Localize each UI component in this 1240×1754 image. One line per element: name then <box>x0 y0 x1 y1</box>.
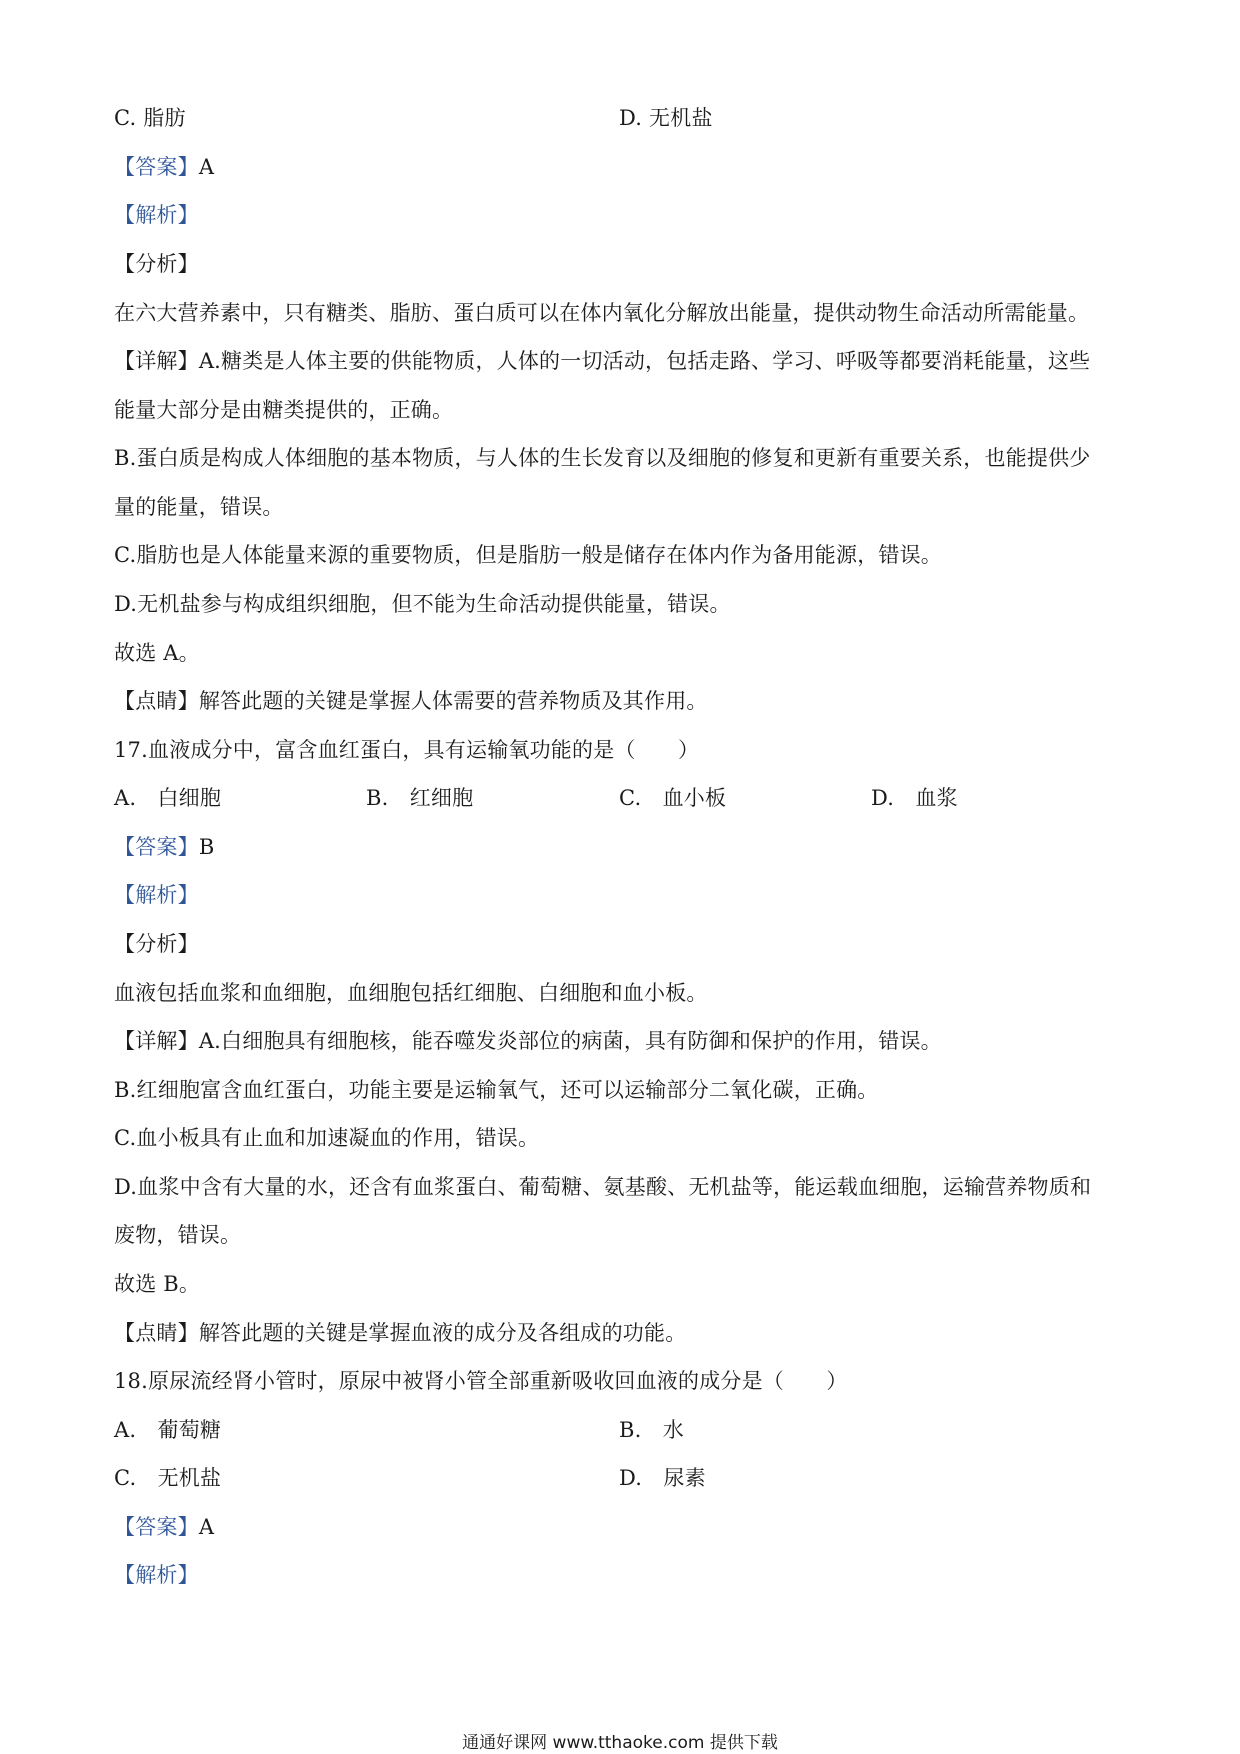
q16-option-c: C. 脂肪 <box>114 106 186 130</box>
q18-option-b: B. 水 <box>619 1418 684 1442</box>
q16-answer <box>114 150 1124 184</box>
q16-d-line: D.无机盐参与构成组织细胞，但不能为生命活动提供能量，错误。 <box>114 592 731 616</box>
q17-answer <box>114 830 1124 864</box>
page-footer: 通通好课网 www.tthaoke.com 提供下载 <box>462 1733 778 1753</box>
q16-conclusion: 故选 A。 <box>114 641 200 665</box>
q17-option-a: A. 白细胞 <box>114 786 222 810</box>
q16-jiexi <box>114 198 1124 232</box>
q18-option-c: C. 无机盐 <box>114 1466 222 1490</box>
q16-options-row <box>114 101 1124 135</box>
q17-jiexi <box>114 878 1124 912</box>
q17-fenxi-text: 血液包括血浆和血细胞，血细胞包括红细胞、白细胞和血小板。 <box>114 981 708 1005</box>
q17-xiangjie-a <box>114 1024 1124 1058</box>
q17-question: 17.血液成分中，富含血红蛋白，具有运输氧功能的是（ ） <box>114 738 700 762</box>
q17-option-c: C. 血小板 <box>619 786 727 810</box>
fenxi-tag: 【分析】 <box>114 252 199 276</box>
dianjing-tag: 【点睛】 <box>114 689 199 713</box>
q17-option-d: D. 血浆 <box>871 786 958 810</box>
xiangjie-tag: 【详解】 <box>114 1029 199 1053</box>
dianjing-text: 解答此题的关键是掌握人体需要的营养物质及其作用。 <box>198 689 708 713</box>
q16-xiangjie-line1 <box>114 344 1124 378</box>
answer-value: A <box>198 155 215 179</box>
q18-answer <box>114 1510 1124 1544</box>
analysis-tag: 【解析】 <box>114 883 199 907</box>
q17-d-line2: 废物，错误。 <box>114 1223 242 1247</box>
fenxi-tag: 【分析】 <box>114 932 199 956</box>
answer-tag: 【答案】 <box>114 155 199 179</box>
answer-tag: 【答案】 <box>114 1515 199 1539</box>
q18-option-d: D. 尿素 <box>619 1466 706 1490</box>
xiangjie-text: A.糖类是人体主要的供能物质，人体的一切活动，包括走路、学习、呼吸等都要消耗能量，这些 <box>198 349 1091 373</box>
q18-option-a: A. 葡萄糖 <box>114 1418 222 1442</box>
q18-options-row-2 <box>114 1461 1124 1495</box>
q18-options-row-1 <box>114 1413 1124 1447</box>
q17-c-line: C.血小板具有止血和加速凝血的作用，错误。 <box>114 1126 540 1150</box>
q16-option-d: D. 无机盐 <box>619 106 713 130</box>
q17-options-row <box>114 781 1124 815</box>
q17-b-line: B.红细胞富含血红蛋白，功能主要是运输氧气，还可以运输部分二氧化碳，正确。 <box>114 1078 879 1102</box>
q18-jiexi <box>114 1558 1124 1592</box>
q18-question: 18.原尿流经肾小管时，原尿中被肾小管全部重新吸收回血液的成分是（ ） <box>114 1369 848 1393</box>
dianjing-text: 解答此题的关键是掌握血液的成分及各组成的功能。 <box>198 1321 687 1345</box>
q17-d-line1: D.血浆中含有大量的水，还含有血浆蛋白、葡萄糖、氨基酸、无机盐等，能运载血细胞，运输营养物质和 <box>114 1175 1092 1199</box>
q16-c-line: C.脂肪也是人体能量来源的重要物质，但是脂肪一般是储存在体内作为备用能源，错误。 <box>114 543 942 567</box>
q16-dianjing <box>114 684 1124 718</box>
q17-option-b: B. 红细胞 <box>366 786 474 810</box>
q16-fenxi <box>114 247 1124 281</box>
answer-tag: 【答案】 <box>114 835 199 859</box>
analysis-tag: 【解析】 <box>114 1563 199 1587</box>
q16-fenxi-text: 在六大营养素中，只有糖类、脂肪、蛋白质可以在体内氧化分解放出能量，提供动物生命活动所需能量。 <box>114 301 1090 325</box>
q16-xiangjie-line2: 能量大部分是由糖类提供的，正确。 <box>114 398 454 422</box>
dianjing-tag: 【点睛】 <box>114 1321 199 1345</box>
q17-conclusion: 故选 B。 <box>114 1272 201 1296</box>
xiangjie-tag: 【详解】 <box>114 349 199 373</box>
q17-fenxi <box>114 927 1124 961</box>
answer-value: A <box>198 1515 215 1539</box>
analysis-tag: 【解析】 <box>114 203 199 227</box>
answer-value: B <box>198 835 215 859</box>
xiangjie-text: A.白细胞具有细胞核，能吞噬发炎部位的病菌，具有防御和保护的作用，错误。 <box>198 1029 942 1053</box>
q16-b-line1: B.蛋白质是构成人体细胞的基本物质，与人体的生长发育以及细胞的修复和更新有重要关系，也能提供少 <box>114 446 1091 470</box>
q17-dianjing <box>114 1316 1124 1350</box>
q16-b-line2: 量的能量，错误。 <box>114 495 284 519</box>
